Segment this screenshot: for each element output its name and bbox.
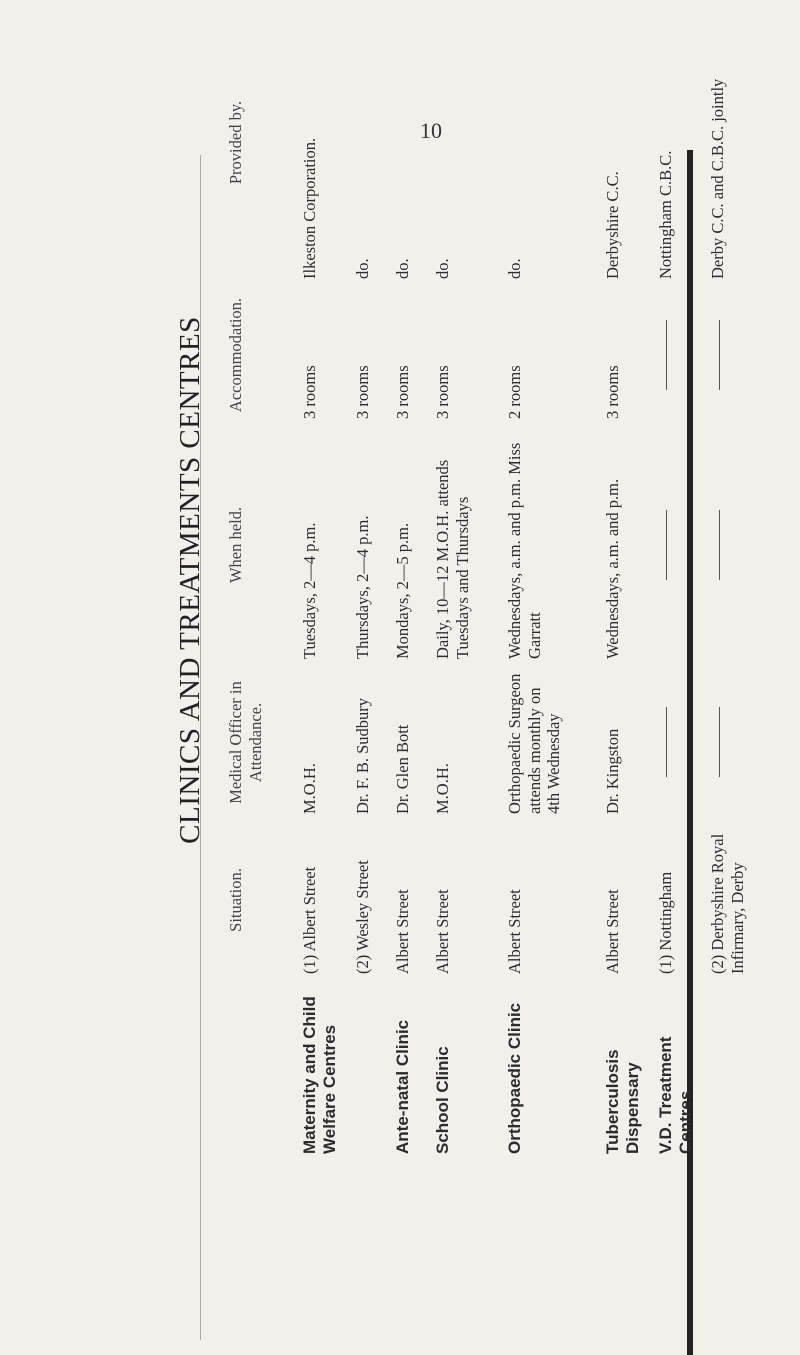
page-number: 10	[420, 118, 442, 143]
table-row	[652, 0, 705, 1160]
clinic-name	[704, 980, 776, 1160]
provider-cell: Derbyshire C.C.	[602, 171, 622, 279]
officer-cell: Dr. F. B. Sudbury	[352, 697, 372, 814]
clinics-table	[226, 0, 776, 1160]
page-title: CLINICS AND TREATMENTS CENTRES	[174, 316, 206, 844]
accommodation-cell: 2 rooms	[504, 365, 524, 419]
situation-cell: (2) Derbyshire Royal Infirmary, Derby	[708, 833, 748, 974]
situation-cell: Albert Street	[432, 889, 452, 974]
table-row	[704, 0, 776, 1160]
provider-cell: do.	[392, 258, 412, 279]
table-row	[296, 0, 349, 1160]
situation-cell: (1) Albert Street	[300, 866, 319, 974]
officer-dash	[704, 665, 776, 820]
rotated-table-panel	[170, 0, 748, 1160]
officer-cell: M.O.H.	[300, 763, 319, 814]
when-dash	[704, 425, 776, 665]
officer-cell: Orthopaedic Surgeon attends monthly on 4th Wednesday	[504, 673, 564, 814]
situation-cell: Albert Street	[602, 889, 622, 974]
clinic-name: V.D. Treatment Centres	[655, 1036, 695, 1154]
situation-cell: (2) Wesley Street	[352, 860, 372, 974]
provider-cell: Derby C.C. and C.B.C. jointly	[708, 78, 728, 279]
when-cell: Wednesdays, a.m. and p.m.	[602, 478, 622, 659]
clinic-name: Orthopaedic Clinic	[504, 1002, 524, 1154]
clinic-name: School Clinic	[432, 1046, 452, 1154]
officer-dash	[652, 665, 705, 820]
header-medical-officer: Medical Officer in Attendance.	[226, 681, 265, 804]
situation-cell: (1) Nottingham	[655, 871, 675, 974]
when-cell: Daily, 10—12 M.O.H. attends Tuesdays and Thursdays	[432, 459, 472, 659]
when-dash	[652, 425, 705, 665]
accommodation-dash	[652, 285, 705, 425]
clinic-name: Maternity and Child Welfare Centres	[300, 996, 340, 1154]
accommodation-cell: 3 rooms	[352, 365, 372, 419]
table-row	[349, 0, 389, 1160]
when-cell: Mondays, 2—5 p.m.	[392, 522, 412, 659]
accommodation-cell: 3 rooms	[392, 365, 412, 419]
provider-cell: Ilkeston Corporation.	[300, 137, 319, 279]
accommodation-cell: 3 rooms	[300, 365, 319, 419]
table-header-row	[226, 0, 296, 1160]
provider-cell: Nottingham C.B.C.	[655, 150, 675, 279]
officer-cell: Dr. Kingston	[602, 728, 622, 814]
header-situation: Situation.	[226, 868, 245, 932]
accommodation-cell: 3 rooms	[432, 365, 452, 419]
header-when-held: When held.	[226, 506, 245, 584]
clinic-name	[349, 980, 389, 1160]
table-row	[573, 0, 652, 1160]
situation-cell: Albert Street	[392, 889, 412, 974]
clinic-name: Tuberculosis Dispensary	[602, 1049, 643, 1154]
table-row	[429, 0, 501, 1160]
officer-cell: Dr. Glen Bott	[392, 724, 412, 814]
header-provided-by: Provided by.	[226, 100, 245, 185]
header-accommodation: Accommodation.	[226, 297, 245, 413]
table-row	[389, 0, 429, 1160]
accommodation-cell: 3 rooms	[602, 365, 622, 419]
accommodation-dash	[704, 285, 776, 425]
when-cell: Thursdays, 2—4 p.m.	[352, 515, 372, 659]
table-row	[501, 0, 573, 1160]
officer-cell: M.O.H.	[432, 763, 452, 814]
clinic-name: Ante-natal Clinic	[392, 1019, 412, 1154]
situation-cell: Albert Street	[504, 889, 524, 974]
provider-cell: do.	[432, 258, 452, 279]
when-cell: Tuesdays, 2—4 p.m.	[300, 522, 319, 659]
header-clinic	[226, 980, 296, 1160]
provider-cell: do.	[504, 258, 524, 279]
when-cell: Wednesdays, a.m. and p.m. Miss Garratt	[504, 442, 544, 659]
provider-cell: do.	[352, 258, 372, 279]
